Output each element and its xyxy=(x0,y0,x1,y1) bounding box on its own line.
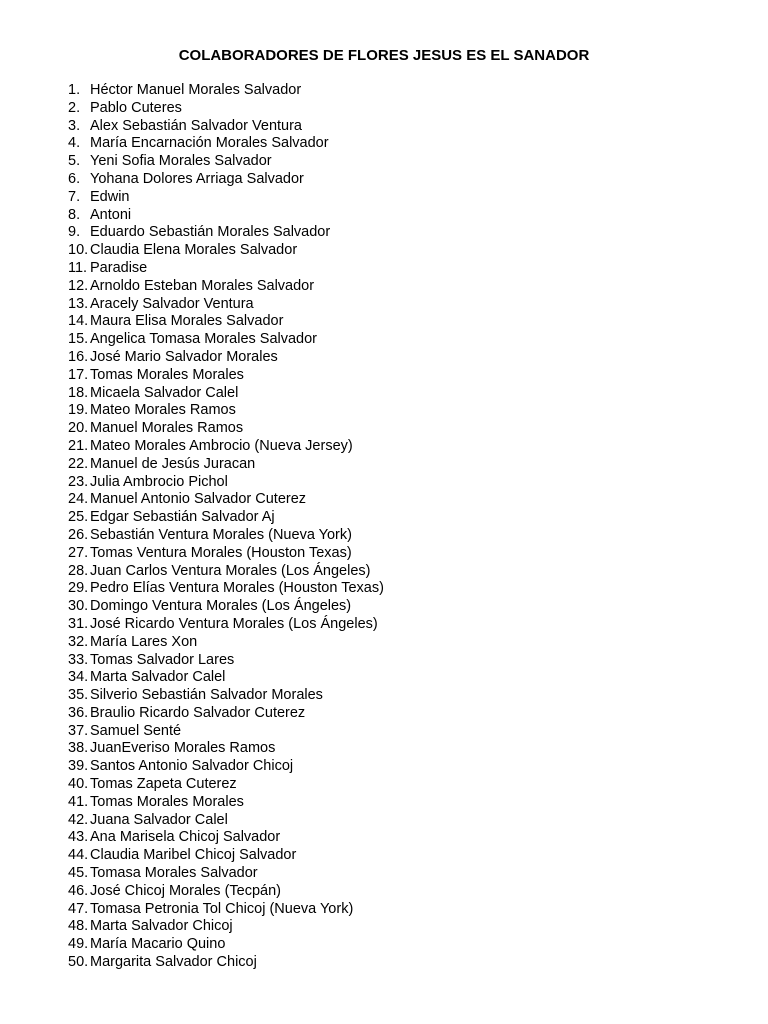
list-item-name: Arnoldo Esteban Morales Salvador xyxy=(90,277,315,294)
list-item xyxy=(68,580,708,598)
list-item-number: 2. xyxy=(68,99,81,116)
list-item xyxy=(68,883,708,901)
list-item-name: José Chicoj Morales (Tecpán) xyxy=(90,882,281,899)
list-item-name: Edgar Sebastián Salvador Aj xyxy=(90,509,275,526)
list-item xyxy=(68,189,708,207)
list-item-name: Manuel Antonio Salvador Cuterez xyxy=(90,491,307,508)
list-item-number: 3. xyxy=(68,117,81,134)
list-item-name: Maura Elisa Morales Salvador xyxy=(90,313,284,330)
list-item-name: Tomas Ventura Morales (Houston Texas) xyxy=(90,544,352,561)
list-item-name: José Mario Salvador Morales xyxy=(90,348,278,365)
list-item-name: Tomasa Morales Salvador xyxy=(90,865,258,882)
list-item-name: Pedro Elías Ventura Morales (Houston Texas) xyxy=(90,580,384,597)
list-item-number: 40. xyxy=(68,776,89,793)
list-item-name: Tomas Zapeta Cuterez xyxy=(90,776,237,793)
list-item-number: 12. xyxy=(68,277,89,294)
list-item xyxy=(68,313,708,331)
list-item-number: 20. xyxy=(68,420,89,437)
list-item-number: 5. xyxy=(68,153,81,170)
list-item-number: 41. xyxy=(68,793,89,810)
list-item-name: Alex Sebastián Salvador Ventura xyxy=(90,117,302,134)
list-item xyxy=(68,331,708,349)
list-item-name: Mateo Morales Ambrocio (Nueva Jersey) xyxy=(90,437,353,454)
list-item xyxy=(68,776,708,794)
list-item-name: Silverio Sebastián Salvador Morales xyxy=(90,687,323,704)
list-item-number: 47. xyxy=(68,900,89,917)
list-item-number: 13. xyxy=(68,295,89,312)
list-item xyxy=(68,598,708,616)
list-item xyxy=(68,563,708,581)
list-item xyxy=(68,260,708,278)
list-item-number: 7. xyxy=(68,188,81,205)
list-item-name: María Encarnación Morales Salvador xyxy=(90,135,329,152)
list-item-number: 50. xyxy=(68,954,89,971)
list-item xyxy=(68,82,708,100)
list-item-number: 10. xyxy=(68,242,89,259)
list-item-name: Yohana Dolores Arriaga Salvador xyxy=(90,170,304,187)
list-item-name: Edwin xyxy=(90,188,130,205)
list-item-number: 24. xyxy=(68,491,89,508)
list-item-number: 30. xyxy=(68,598,89,615)
list-item xyxy=(68,153,708,171)
list-item-name: Sebastián Ventura Morales (Nueva York) xyxy=(90,526,352,543)
list-item-number: 43. xyxy=(68,829,89,846)
list-item xyxy=(68,740,708,758)
list-item-name: Juana Salvador Calel xyxy=(90,811,228,828)
list-item xyxy=(68,420,708,438)
list-item-name: José Ricardo Ventura Morales (Los Ángeles) xyxy=(90,615,378,632)
list-item-name: Mateo Morales Ramos xyxy=(90,402,236,419)
list-item xyxy=(68,901,708,919)
list-item-number: 29. xyxy=(68,580,89,597)
list-item xyxy=(68,954,708,972)
list-item-name: Tomas Morales Morales xyxy=(90,793,244,810)
list-item-number: 37. xyxy=(68,722,89,739)
list-item-name: Domingo Ventura Morales (Los Ángeles) xyxy=(90,598,352,615)
list-item-number: 15. xyxy=(68,331,89,348)
list-item-name: María Macario Quino xyxy=(90,936,226,953)
list-item-number: 26. xyxy=(68,526,89,543)
list-item xyxy=(68,207,708,225)
list-item-name: Héctor Manuel Morales Salvador xyxy=(90,82,302,98)
list-item xyxy=(68,474,708,492)
list-item-number: 17. xyxy=(68,366,89,383)
list-item xyxy=(68,296,708,314)
list-item xyxy=(68,224,708,242)
list-item-number: 21. xyxy=(68,437,89,454)
list-item-number: 35. xyxy=(68,687,89,704)
document-title: COLABORADORES DE FLORES JESUS ES EL SANADOR xyxy=(178,47,590,64)
list-item-name: Angelica Tomasa Morales Salvador xyxy=(90,331,318,348)
list-item-number: 32. xyxy=(68,633,89,650)
list-item-name: Aracely Salvador Ventura xyxy=(90,295,254,312)
list-item xyxy=(68,349,708,367)
list-item xyxy=(68,794,708,812)
list-item xyxy=(68,936,708,954)
list-item-name: Claudia Elena Morales Salvador xyxy=(90,242,298,259)
list-item xyxy=(68,669,708,687)
list-item-name: Micaela Salvador Calel xyxy=(90,384,239,401)
list-item xyxy=(68,527,708,545)
list-item xyxy=(68,402,708,420)
list-item-number: 48. xyxy=(68,918,89,935)
list-item xyxy=(68,652,708,670)
list-item-number: 27. xyxy=(68,544,89,561)
list-item xyxy=(68,118,708,136)
list-item-number: 45. xyxy=(68,865,89,882)
list-item-number: 28. xyxy=(68,562,89,579)
list-item xyxy=(68,509,708,527)
list-item xyxy=(68,278,708,296)
list-item-number: 1. xyxy=(68,82,81,98)
list-item-name: Tomas Salvador Lares xyxy=(90,651,235,668)
list-item xyxy=(68,918,708,936)
list-item xyxy=(68,705,708,723)
list-item-number: 8. xyxy=(68,206,81,223)
list-item xyxy=(68,812,708,830)
list-item-name: Santos Antonio Salvador Chicoj xyxy=(90,758,294,775)
list-item-number: 34. xyxy=(68,669,89,686)
list-item xyxy=(68,491,708,509)
list-item-number: 4. xyxy=(68,135,81,152)
list-item xyxy=(68,723,708,741)
list-item-name: Samuel Senté xyxy=(90,722,182,739)
list-item-name: Manuel de Jesús Juracan xyxy=(90,455,256,472)
list-item-name: María Lares Xon xyxy=(90,633,198,650)
list-item-number: 16. xyxy=(68,348,89,365)
list-item xyxy=(68,616,708,634)
list-item xyxy=(68,829,708,847)
list-item xyxy=(68,135,708,153)
list-item-number: 42. xyxy=(68,811,89,828)
list-item-number: 25. xyxy=(68,509,89,526)
list-item-name: Tomasa Petronia Tol Chicoj (Nueva York) xyxy=(90,900,354,917)
list-item-number: 31. xyxy=(68,615,89,632)
list-item-number: 6. xyxy=(68,170,81,187)
list-item-number: 11. xyxy=(68,259,88,276)
list-item-name: Manuel Morales Ramos xyxy=(90,420,244,437)
list-item-number: 18. xyxy=(68,384,89,401)
list-item-name: Antoni xyxy=(90,206,132,223)
list-item-number: 33. xyxy=(68,651,89,668)
list-item-number: 44. xyxy=(68,847,89,864)
list-item-number: 49. xyxy=(68,936,89,953)
list-item xyxy=(68,545,708,563)
list-item-number: 46. xyxy=(68,882,89,899)
collaborator-list xyxy=(68,82,708,972)
list-item xyxy=(68,171,708,189)
list-item-name: Braulio Ricardo Salvador Cuterez xyxy=(90,704,306,721)
list-item-number: 36. xyxy=(68,704,89,721)
list-item xyxy=(68,242,708,260)
list-item xyxy=(68,865,708,883)
list-item xyxy=(68,438,708,456)
list-item-name: JuanEveriso Morales Ramos xyxy=(90,740,276,757)
list-item-number: 14. xyxy=(68,313,89,330)
list-item-name: Julia Ambrocio Pichol xyxy=(90,473,228,490)
list-item xyxy=(68,456,708,474)
list-item xyxy=(68,367,708,385)
list-item-name: Marta Salvador Calel xyxy=(90,669,226,686)
list-item-name: Eduardo Sebastián Morales Salvador xyxy=(90,224,331,241)
list-item xyxy=(68,687,708,705)
list-item-name: Margarita Salvador Chicoj xyxy=(90,954,257,971)
list-item-name: Juan Carlos Ventura Morales (Los Ángeles) xyxy=(90,562,371,579)
list-item xyxy=(68,758,708,776)
list-item-number: 23. xyxy=(68,473,89,490)
list-item-name: Yeni Sofia Morales Salvador xyxy=(90,153,272,170)
list-item-name: Tomas Morales Morales xyxy=(90,366,244,383)
list-item-number: 22. xyxy=(68,455,89,472)
list-item-number: 39. xyxy=(68,758,89,775)
list-item xyxy=(68,634,708,652)
list-item-number: 19. xyxy=(68,402,89,419)
list-item xyxy=(68,385,708,403)
list-item xyxy=(68,847,708,865)
list-item-number: 38. xyxy=(68,740,89,757)
list-item-name: Pablo Cuteres xyxy=(90,99,182,116)
list-item-name: Paradise xyxy=(90,259,148,276)
list-item xyxy=(68,100,708,118)
list-item-name: Ana Marisela Chicoj Salvador xyxy=(90,829,281,846)
list-item-name: Claudia Maribel Chicoj Salvador xyxy=(90,847,297,864)
list-item-name: Marta Salvador Chicoj xyxy=(90,918,233,935)
list-item-number: 9. xyxy=(68,224,81,241)
